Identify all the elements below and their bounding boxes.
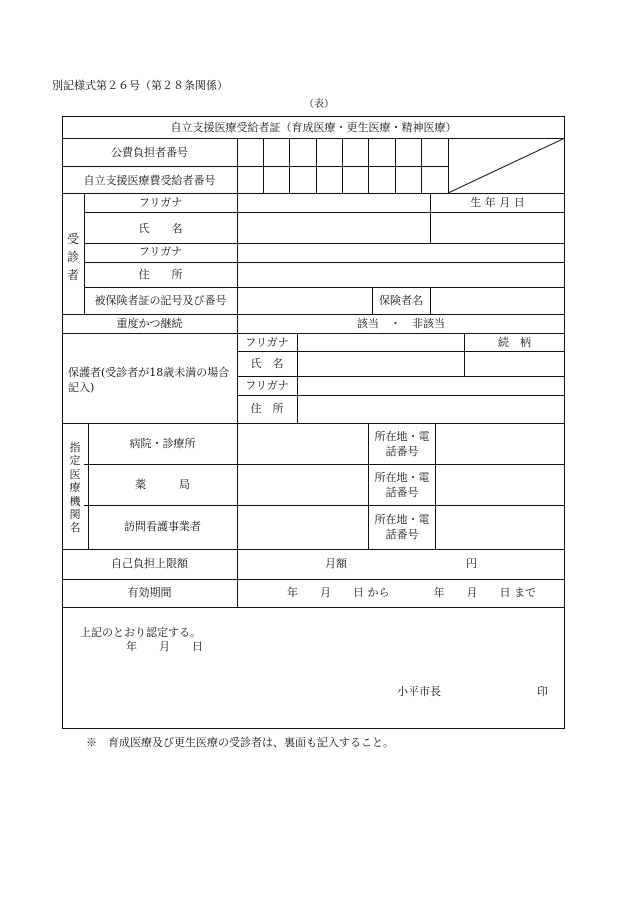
pharmacy-label: 薬 局 [135, 478, 190, 491]
limit-amount-label: 自己負担上限額 [111, 557, 188, 570]
footnote: ※ 育成医療及び更生医療の受診者は、裏面も記入すること。 [86, 736, 394, 749]
monthly-label: 月額 [325, 557, 347, 570]
certification-date: 年 月 日 [126, 640, 203, 653]
applicable-options: 該当 ・ 非該当 [357, 317, 445, 330]
insurance-card-label: 被保険者証の記号及び番号 [94, 294, 227, 307]
form-number: 別記様式第２６号（第２８条関係） [52, 79, 228, 92]
public-payer-number-label: 公費負担者番号 [111, 146, 188, 159]
validity-range: 年 月 日 から 年 月 日 まで [287, 586, 536, 599]
location-phone-label-3: 所在地・電話番号 [374, 513, 430, 541]
nursing-label: 訪問看護事業者 [124, 520, 201, 533]
furigana-label-1: フリガナ [138, 196, 183, 209]
form-title: 自立支援医療受給者証（育成医療・更生医療・精神医療） [170, 121, 457, 134]
furigana-label-2: フリガナ [138, 245, 183, 258]
guardian-label: 保護者(受診者が18歳未満の場合記入) [68, 366, 230, 394]
designated-group-label: 指定医療機関名 [69, 441, 81, 535]
location-phone-label-1: 所在地・電話番号 [374, 430, 430, 458]
birth-date-label: 生 年 月 日 [470, 196, 525, 209]
guardian-address-label: 住 所 [250, 402, 284, 415]
relationship-label: 続 柄 [498, 336, 531, 349]
location-phone-label-2: 所在地・電話番号 [374, 471, 430, 499]
diagonal-strike [448, 138, 565, 194]
validity-label: 有効期間 [127, 586, 172, 599]
serious-continuous-label: 重度かつ継続 [116, 317, 183, 330]
name-label: 氏 名 [138, 222, 183, 235]
hospital-label: 病院・診療所 [129, 437, 196, 450]
recipient-group-label: 受診者 [66, 232, 79, 282]
side-label: （表） [304, 99, 334, 110]
insurer-name-label: 保険者名 [379, 294, 423, 307]
guardian-name-label: 氏 名 [250, 357, 284, 370]
guardian-furigana-label-1: フリガナ [245, 336, 289, 349]
issuer-label: 小平市長 [397, 685, 441, 698]
address-label: 住 所 [138, 268, 183, 281]
certification-statement: 上記のとおり認定する。 [80, 626, 201, 639]
guardian-furigana-label-2: フリガナ [245, 379, 289, 392]
yen-label: 円 [466, 557, 477, 570]
seal-label: 印 [537, 685, 548, 698]
recipient-number-label: 自立支援医療費受給者番号 [83, 174, 216, 187]
